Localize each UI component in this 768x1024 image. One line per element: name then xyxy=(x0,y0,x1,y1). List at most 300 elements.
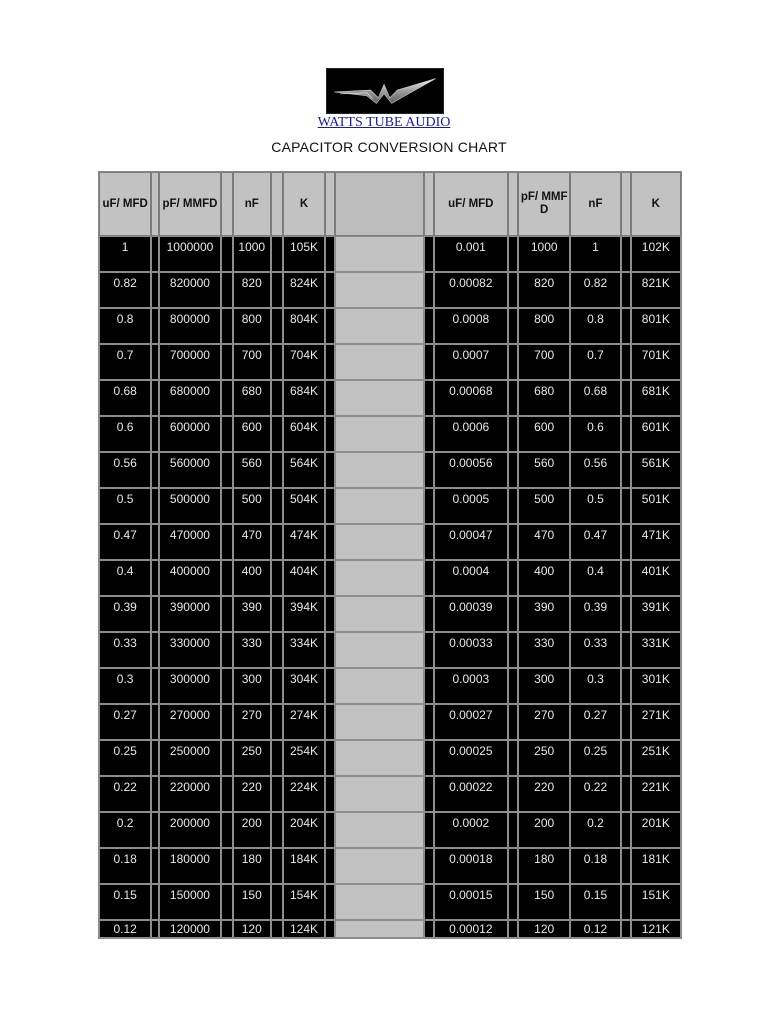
col-spacer xyxy=(151,632,159,668)
col-spacer xyxy=(621,740,631,776)
cell-pf-right: 390 xyxy=(518,596,570,632)
col-spacer xyxy=(221,632,233,668)
cell-k-left: 124K xyxy=(283,920,325,938)
col-spacer xyxy=(221,308,233,344)
col-spacer xyxy=(271,452,283,488)
cell-nf-right: 0.7 xyxy=(570,344,620,380)
col-spacer xyxy=(151,920,159,938)
cell-uf-left: 0.82 xyxy=(99,272,151,308)
col-spacer xyxy=(271,848,283,884)
col-spacer xyxy=(424,776,434,812)
col-spacer xyxy=(424,812,434,848)
column-divider xyxy=(335,416,423,452)
col-spacer xyxy=(508,560,518,596)
cell-pf-left: 700000 xyxy=(159,344,220,380)
cell-pf-right: 680 xyxy=(518,380,570,416)
cell-uf-right: 0.00027 xyxy=(434,704,508,740)
col-header-nf-right: nF xyxy=(570,172,620,236)
col-spacer xyxy=(508,272,518,308)
table-row xyxy=(99,308,681,344)
column-divider xyxy=(335,776,423,812)
cell-pf-left: 560000 xyxy=(159,452,220,488)
cell-pf-left: 680000 xyxy=(159,380,220,416)
cell-k-left: 334K xyxy=(283,632,325,668)
col-spacer xyxy=(271,488,283,524)
cell-nf-right: 0.4 xyxy=(570,560,620,596)
col-spacer xyxy=(271,308,283,344)
column-divider xyxy=(335,488,423,524)
table-row xyxy=(99,380,681,416)
cell-nf-right: 0.6 xyxy=(570,416,620,452)
col-spacer xyxy=(271,236,283,272)
cell-nf-right: 1 xyxy=(570,236,620,272)
col-spacer xyxy=(271,704,283,740)
cell-k-left: 704K xyxy=(283,344,325,380)
cell-uf-right: 0.0002 xyxy=(434,812,508,848)
cell-pf-left: 470000 xyxy=(159,524,220,560)
col-spacer xyxy=(151,416,159,452)
cell-k-right: 561K xyxy=(631,452,681,488)
col-spacer xyxy=(621,524,631,560)
col-spacer xyxy=(271,416,283,452)
col-spacer xyxy=(621,704,631,740)
cell-k-left: 154K xyxy=(283,884,325,920)
cell-pf-right: 150 xyxy=(518,884,570,920)
col-spacer xyxy=(508,524,518,560)
cell-k-left: 304K xyxy=(283,668,325,704)
cell-nf-left: 680 xyxy=(233,380,271,416)
cell-nf-left: 560 xyxy=(233,452,271,488)
table-row xyxy=(99,452,681,488)
col-spacer xyxy=(508,308,518,344)
col-header-k-left: K xyxy=(283,172,325,236)
cell-nf-left: 300 xyxy=(233,668,271,704)
table-row xyxy=(99,272,681,308)
cell-k-left: 224K xyxy=(283,776,325,812)
cell-pf-left: 220000 xyxy=(159,776,220,812)
col-spacer xyxy=(424,308,434,344)
capacitor-conversion-table xyxy=(98,171,682,939)
cell-pf-right: 500 xyxy=(518,488,570,524)
col-spacer xyxy=(151,776,159,812)
cell-nf-left: 400 xyxy=(233,560,271,596)
cell-k-left: 254K xyxy=(283,740,325,776)
cell-nf-right: 0.22 xyxy=(570,776,620,812)
cell-pf-left: 500000 xyxy=(159,488,220,524)
table-row xyxy=(99,884,681,920)
cell-pf-left: 270000 xyxy=(159,704,220,740)
col-spacer xyxy=(508,776,518,812)
cell-uf-left: 0.39 xyxy=(99,596,151,632)
table-row xyxy=(99,344,681,380)
cell-uf-left: 0.47 xyxy=(99,524,151,560)
col-spacer xyxy=(621,380,631,416)
col-spacer xyxy=(621,776,631,812)
cell-uf-right: 0.00015 xyxy=(434,884,508,920)
cell-uf-left: 0.7 xyxy=(99,344,151,380)
cell-nf-left: 700 xyxy=(233,344,271,380)
col-spacer xyxy=(325,380,335,416)
cell-nf-right: 0.82 xyxy=(570,272,620,308)
col-spacer xyxy=(151,560,159,596)
col-spacer xyxy=(508,416,518,452)
cell-k-right: 201K xyxy=(631,812,681,848)
col-header-pf-right: pF/ MMF D xyxy=(518,172,570,236)
cell-nf-right: 0.3 xyxy=(570,668,620,704)
table-header-row xyxy=(99,172,681,236)
watts-wing-logo-icon xyxy=(326,68,444,114)
col-spacer xyxy=(424,380,434,416)
col-spacer xyxy=(325,488,335,524)
col-spacer xyxy=(325,344,335,380)
col-spacer xyxy=(221,236,233,272)
col-spacer xyxy=(325,920,335,938)
col-spacer xyxy=(508,668,518,704)
cell-nf-right: 0.56 xyxy=(570,452,620,488)
column-divider xyxy=(335,236,423,272)
column-divider xyxy=(335,884,423,920)
cell-nf-right: 0.18 xyxy=(570,848,620,884)
col-spacer xyxy=(271,560,283,596)
cell-uf-left: 0.5 xyxy=(99,488,151,524)
cell-nf-left: 1000 xyxy=(233,236,271,272)
cell-pf-right: 300 xyxy=(518,668,570,704)
column-divider xyxy=(335,740,423,776)
col-spacer xyxy=(621,812,631,848)
col-header-nf-left: nF xyxy=(233,172,271,236)
col-spacer xyxy=(424,344,434,380)
col-spacer xyxy=(221,884,233,920)
cell-uf-right: 0.0008 xyxy=(434,308,508,344)
col-spacer xyxy=(621,272,631,308)
col-spacer xyxy=(508,632,518,668)
cell-uf-left: 0.25 xyxy=(99,740,151,776)
cell-k-left: 564K xyxy=(283,452,325,488)
cell-pf-left: 800000 xyxy=(159,308,220,344)
cell-nf-left: 600 xyxy=(233,416,271,452)
cell-pf-left: 120000 xyxy=(159,920,220,938)
col-spacer xyxy=(621,452,631,488)
col-spacer xyxy=(325,272,335,308)
cell-pf-right: 700 xyxy=(518,344,570,380)
col-spacer xyxy=(221,596,233,632)
col-spacer xyxy=(424,452,434,488)
column-divider xyxy=(335,308,423,344)
cell-uf-right: 0.00047 xyxy=(434,524,508,560)
col-spacer xyxy=(271,172,283,236)
col-spacer xyxy=(508,596,518,632)
column-divider xyxy=(335,380,423,416)
cell-uf-left: 0.2 xyxy=(99,812,151,848)
col-spacer xyxy=(424,668,434,704)
col-spacer xyxy=(325,236,335,272)
cell-nf-left: 200 xyxy=(233,812,271,848)
table-row xyxy=(99,920,681,938)
col-spacer xyxy=(508,704,518,740)
cell-k-right: 701K xyxy=(631,344,681,380)
cell-k-left: 824K xyxy=(283,272,325,308)
cell-pf-left: 180000 xyxy=(159,848,220,884)
col-spacer xyxy=(271,272,283,308)
col-spacer xyxy=(221,416,233,452)
table-row xyxy=(99,236,681,272)
cell-k-left: 604K xyxy=(283,416,325,452)
cell-uf-right: 0.0003 xyxy=(434,668,508,704)
cell-nf-left: 500 xyxy=(233,488,271,524)
cell-k-right: 181K xyxy=(631,848,681,884)
col-spacer xyxy=(325,308,335,344)
col-spacer xyxy=(424,236,434,272)
column-divider xyxy=(335,848,423,884)
cell-pf-right: 180 xyxy=(518,848,570,884)
col-spacer xyxy=(221,172,233,236)
col-spacer xyxy=(271,776,283,812)
cell-uf-right: 0.0005 xyxy=(434,488,508,524)
cell-pf-right: 120 xyxy=(518,920,570,938)
col-spacer xyxy=(151,172,159,236)
table-row xyxy=(99,740,681,776)
col-spacer xyxy=(621,848,631,884)
col-spacer xyxy=(325,776,335,812)
table-row xyxy=(99,488,681,524)
cell-k-right: 301K xyxy=(631,668,681,704)
cell-k-left: 184K xyxy=(283,848,325,884)
col-spacer xyxy=(424,848,434,884)
cell-pf-left: 400000 xyxy=(159,560,220,596)
col-spacer xyxy=(621,596,631,632)
column-divider xyxy=(335,452,423,488)
col-spacer xyxy=(271,596,283,632)
cell-k-left: 474K xyxy=(283,524,325,560)
cell-nf-left: 470 xyxy=(233,524,271,560)
cell-uf-right: 0.00068 xyxy=(434,380,508,416)
col-spacer xyxy=(621,632,631,668)
col-spacer xyxy=(508,488,518,524)
col-spacer xyxy=(621,236,631,272)
col-header-pf-left: pF/ MMFD xyxy=(159,172,220,236)
col-spacer xyxy=(325,452,335,488)
cell-uf-right: 0.00025 xyxy=(434,740,508,776)
col-spacer xyxy=(151,848,159,884)
cell-pf-right: 200 xyxy=(518,812,570,848)
cell-pf-right: 820 xyxy=(518,272,570,308)
cell-nf-left: 120 xyxy=(233,920,271,938)
cell-pf-right: 220 xyxy=(518,776,570,812)
table-row xyxy=(99,812,681,848)
cell-k-left: 504K xyxy=(283,488,325,524)
col-spacer xyxy=(508,884,518,920)
col-spacer xyxy=(325,848,335,884)
table-row xyxy=(99,776,681,812)
cell-pf-left: 820000 xyxy=(159,272,220,308)
column-divider xyxy=(335,524,423,560)
col-spacer xyxy=(325,416,335,452)
col-spacer xyxy=(221,488,233,524)
cell-k-left: 394K xyxy=(283,596,325,632)
column-divider xyxy=(335,920,423,938)
cell-k-right: 501K xyxy=(631,488,681,524)
col-spacer xyxy=(508,848,518,884)
col-spacer xyxy=(221,704,233,740)
site-name-link[interactable]: WATTS TUBE AUDIO xyxy=(317,115,451,130)
cell-uf-right: 0.0004 xyxy=(434,560,508,596)
col-spacer xyxy=(621,668,631,704)
col-spacer xyxy=(424,740,434,776)
cell-k-left: 804K xyxy=(283,308,325,344)
col-spacer xyxy=(221,848,233,884)
cell-nf-right: 0.15 xyxy=(570,884,620,920)
cell-nf-left: 270 xyxy=(233,704,271,740)
cell-nf-right: 0.27 xyxy=(570,704,620,740)
cell-pf-right: 270 xyxy=(518,704,570,740)
col-spacer xyxy=(621,920,631,938)
cell-nf-right: 0.68 xyxy=(570,380,620,416)
col-spacer xyxy=(424,488,434,524)
cell-uf-left: 0.6 xyxy=(99,416,151,452)
cell-pf-left: 150000 xyxy=(159,884,220,920)
col-spacer xyxy=(151,740,159,776)
col-spacer xyxy=(325,524,335,560)
col-spacer xyxy=(325,560,335,596)
col-spacer xyxy=(271,632,283,668)
cell-uf-right: 0.00018 xyxy=(434,848,508,884)
col-spacer xyxy=(271,740,283,776)
col-header-uf-right: uF/ MFD xyxy=(434,172,508,236)
col-spacer xyxy=(221,668,233,704)
cell-uf-right: 0.00082 xyxy=(434,272,508,308)
col-spacer xyxy=(151,524,159,560)
col-spacer xyxy=(151,272,159,308)
col-spacer xyxy=(325,704,335,740)
column-divider xyxy=(335,632,423,668)
cell-pf-left: 390000 xyxy=(159,596,220,632)
col-spacer xyxy=(424,596,434,632)
col-spacer xyxy=(325,884,335,920)
cell-nf-right: 0.5 xyxy=(570,488,620,524)
cell-nf-left: 330 xyxy=(233,632,271,668)
col-spacer xyxy=(325,596,335,632)
cell-pf-left: 200000 xyxy=(159,812,220,848)
col-spacer xyxy=(271,668,283,704)
cell-k-right: 681K xyxy=(631,380,681,416)
col-spacer xyxy=(621,172,631,236)
col-spacer xyxy=(271,812,283,848)
col-spacer xyxy=(424,632,434,668)
table-row xyxy=(99,632,681,668)
col-spacer xyxy=(424,920,434,938)
cell-k-right: 821K xyxy=(631,272,681,308)
col-spacer xyxy=(621,560,631,596)
col-spacer xyxy=(271,920,283,938)
cell-uf-left: 0.4 xyxy=(99,560,151,596)
col-spacer xyxy=(621,884,631,920)
table-row xyxy=(99,668,681,704)
cell-k-right: 121K xyxy=(631,920,681,938)
col-spacer xyxy=(508,236,518,272)
cell-pf-left: 1000000 xyxy=(159,236,220,272)
cell-nf-right: 0.2 xyxy=(570,812,620,848)
col-header-uf-left: uF/ MFD xyxy=(99,172,151,236)
col-spacer xyxy=(508,812,518,848)
col-spacer xyxy=(508,172,518,236)
col-header-k-right: K xyxy=(631,172,681,236)
col-spacer xyxy=(508,920,518,938)
col-spacer xyxy=(151,704,159,740)
col-spacer xyxy=(424,560,434,596)
cell-pf-right: 470 xyxy=(518,524,570,560)
cell-nf-right: 0.39 xyxy=(570,596,620,632)
cell-pf-left: 300000 xyxy=(159,668,220,704)
col-spacer xyxy=(221,560,233,596)
cell-nf-left: 800 xyxy=(233,308,271,344)
cell-k-right: 331K xyxy=(631,632,681,668)
cell-k-left: 684K xyxy=(283,380,325,416)
cell-uf-left: 0.15 xyxy=(99,884,151,920)
cell-nf-right: 0.33 xyxy=(570,632,620,668)
cell-nf-left: 250 xyxy=(233,740,271,776)
cell-nf-left: 390 xyxy=(233,596,271,632)
col-spacer xyxy=(151,668,159,704)
cell-k-right: 251K xyxy=(631,740,681,776)
cell-uf-left: 0.3 xyxy=(99,668,151,704)
cell-uf-left: 0.8 xyxy=(99,308,151,344)
col-spacer xyxy=(151,488,159,524)
col-spacer xyxy=(271,344,283,380)
cell-uf-right: 0.0007 xyxy=(434,344,508,380)
col-spacer xyxy=(151,380,159,416)
col-spacer xyxy=(621,416,631,452)
col-spacer xyxy=(151,452,159,488)
table-row xyxy=(99,848,681,884)
col-spacer xyxy=(508,740,518,776)
col-spacer xyxy=(424,884,434,920)
column-divider xyxy=(335,560,423,596)
col-spacer xyxy=(221,524,233,560)
col-spacer xyxy=(151,596,159,632)
cell-uf-left: 1 xyxy=(99,236,151,272)
cell-pf-right: 800 xyxy=(518,308,570,344)
cell-nf-right: 0.12 xyxy=(570,920,620,938)
cell-uf-left: 0.18 xyxy=(99,848,151,884)
cell-uf-right: 0.0006 xyxy=(434,416,508,452)
column-divider xyxy=(335,172,423,236)
cell-uf-left: 0.33 xyxy=(99,632,151,668)
cell-k-right: 801K xyxy=(631,308,681,344)
cell-pf-right: 250 xyxy=(518,740,570,776)
col-spacer xyxy=(325,632,335,668)
cell-nf-left: 150 xyxy=(233,884,271,920)
table-row xyxy=(99,596,681,632)
col-spacer xyxy=(508,344,518,380)
column-divider xyxy=(335,704,423,740)
col-spacer xyxy=(221,344,233,380)
col-spacer xyxy=(221,380,233,416)
column-divider xyxy=(335,668,423,704)
cell-k-right: 102K xyxy=(631,236,681,272)
col-spacer xyxy=(271,380,283,416)
cell-pf-left: 600000 xyxy=(159,416,220,452)
cell-k-left: 204K xyxy=(283,812,325,848)
col-spacer xyxy=(508,452,518,488)
col-spacer xyxy=(424,272,434,308)
col-spacer xyxy=(621,488,631,524)
col-spacer xyxy=(151,812,159,848)
cell-k-right: 391K xyxy=(631,596,681,632)
cell-k-left: 105K xyxy=(283,236,325,272)
col-spacer xyxy=(271,524,283,560)
column-divider xyxy=(335,596,423,632)
cell-pf-right: 600 xyxy=(518,416,570,452)
